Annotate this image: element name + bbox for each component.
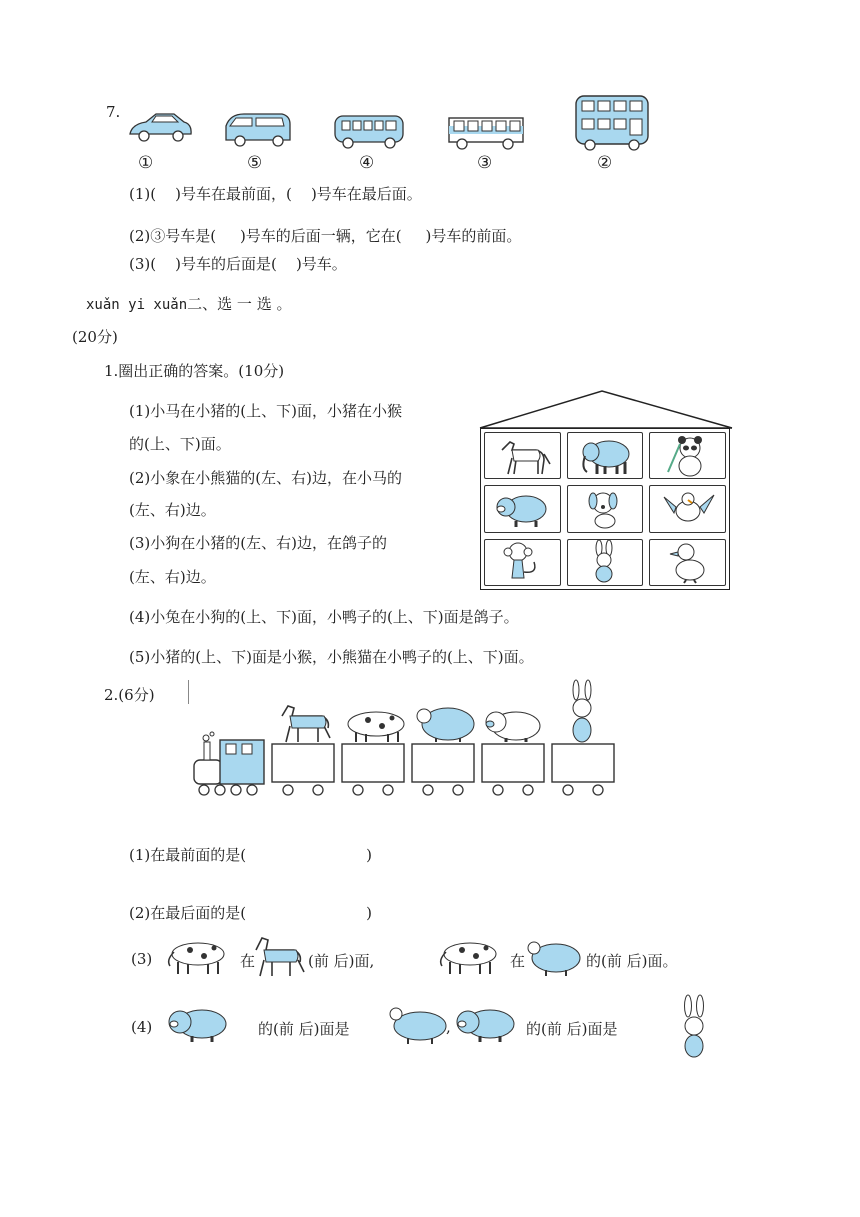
grid-cell <box>567 539 644 586</box>
rabbit-icon <box>573 680 591 742</box>
train-illustration <box>184 676 624 804</box>
pig-icon <box>162 1000 230 1048</box>
vehicle-label: ④ <box>359 153 375 173</box>
monkey-icon <box>492 540 552 584</box>
q2-line-3-d: 的(前 后)面。 <box>586 952 678 970</box>
cow-icon <box>348 712 404 742</box>
grid-cell <box>484 539 561 586</box>
horse-icon <box>252 932 310 980</box>
elephant-icon <box>575 434 635 478</box>
grid-cell <box>484 485 561 532</box>
q1-line: (左、右)边。 <box>129 568 216 586</box>
q2-line-3-c: 在 <box>510 952 526 970</box>
sheep-icon <box>417 708 474 742</box>
section-pinyin: xuǎn yi xuǎn <box>86 297 188 313</box>
q2-line-4-c: 的(前 后)面是 <box>526 1020 618 1038</box>
car-icon <box>126 108 194 146</box>
q1-line: (左、右)边。 <box>129 501 216 519</box>
bus-icon <box>446 114 528 152</box>
horse-icon <box>492 434 552 478</box>
animal-grid <box>480 428 730 590</box>
section-heading <box>86 293 291 314</box>
q1-line: (5)小猪的(上、下)面是小猴，小熊猫在小鸭子的(上、下)面。 <box>129 648 534 666</box>
van-icon <box>222 110 294 150</box>
section-score: (20分) <box>72 328 118 346</box>
grid-cell <box>567 432 644 479</box>
cow-icon <box>432 934 502 980</box>
vehicle-label: ② <box>597 153 613 173</box>
q2-line-3-a: 在 <box>240 952 256 970</box>
panda-icon <box>658 434 718 478</box>
q2-line-4-b: , <box>446 1018 451 1036</box>
house-roof <box>476 388 736 432</box>
grid-cell <box>484 432 561 479</box>
q1-line: (3)小狗在小猪的(左、右)边，在鸽子的 <box>129 534 387 552</box>
horse-icon <box>282 706 330 742</box>
q2-line-2 <box>129 902 372 923</box>
q2-line-1-end: ) <box>366 846 372 864</box>
q1-line: (1)小马在小猪的(上、下)面，小猪在小猴 <box>129 402 402 420</box>
q2-line-1-text: (1)在最前面的是( <box>129 846 247 864</box>
q1-line: (2)小象在小熊猫的(左、右)边，在小马的 <box>129 469 402 487</box>
grid-cell <box>649 539 726 586</box>
q2-line-2-end: ) <box>366 904 372 922</box>
sheep-icon <box>384 1000 450 1048</box>
q7-line-3: (3)( )号车的后面是( )号车。 <box>129 255 347 273</box>
pig-icon <box>450 1002 518 1048</box>
double-decker-bus-icon <box>572 92 654 152</box>
grid-cell <box>649 432 726 479</box>
question-number: 7. <box>106 103 121 121</box>
q2-line-4-num: (4) <box>131 1018 153 1036</box>
q2-line-3-b: (前 后)面, <box>308 952 375 970</box>
q2-title: 2.(6分) <box>104 686 155 704</box>
q2-line-4-a: 的(前 后)面是 <box>258 1020 350 1038</box>
q1-line: 的(上、下)面。 <box>129 435 231 453</box>
q7-line-1: (1)( )号车在最前面，( )号车在最后面。 <box>129 185 422 203</box>
vehicle-label: ③ <box>477 153 493 173</box>
cow-icon <box>160 934 230 980</box>
grid-cell <box>567 485 644 532</box>
rabbit-icon <box>672 994 716 1060</box>
q7-line-2: (2)③号车是( )号车的后面一辆，它在( )号车的前面。 <box>129 227 522 245</box>
dog-icon <box>575 487 635 531</box>
section-title: 二、选 一 选 。 <box>187 295 292 313</box>
rabbit-icon <box>575 540 635 584</box>
pig-icon <box>492 487 552 531</box>
duck-icon <box>658 540 718 584</box>
q2-line-2-text: (2)在最后面的是( <box>129 904 247 922</box>
q2-line-1 <box>129 844 372 865</box>
sheep-icon <box>524 936 584 980</box>
dove-icon <box>658 487 718 531</box>
vehicle-label: ⑤ <box>247 153 263 173</box>
grid-cell <box>649 485 726 532</box>
q1-title: 1.圈出正确的答案。(10分) <box>104 362 285 380</box>
pig-icon <box>486 712 540 742</box>
q2-line-3-num: (3) <box>131 950 153 968</box>
q1-line: (4)小兔在小狗的(上、下)面，小鸭子的(上、下)面是鸽子。 <box>129 608 519 626</box>
vehicle-label: ① <box>138 153 154 173</box>
minibus-icon <box>332 112 408 152</box>
